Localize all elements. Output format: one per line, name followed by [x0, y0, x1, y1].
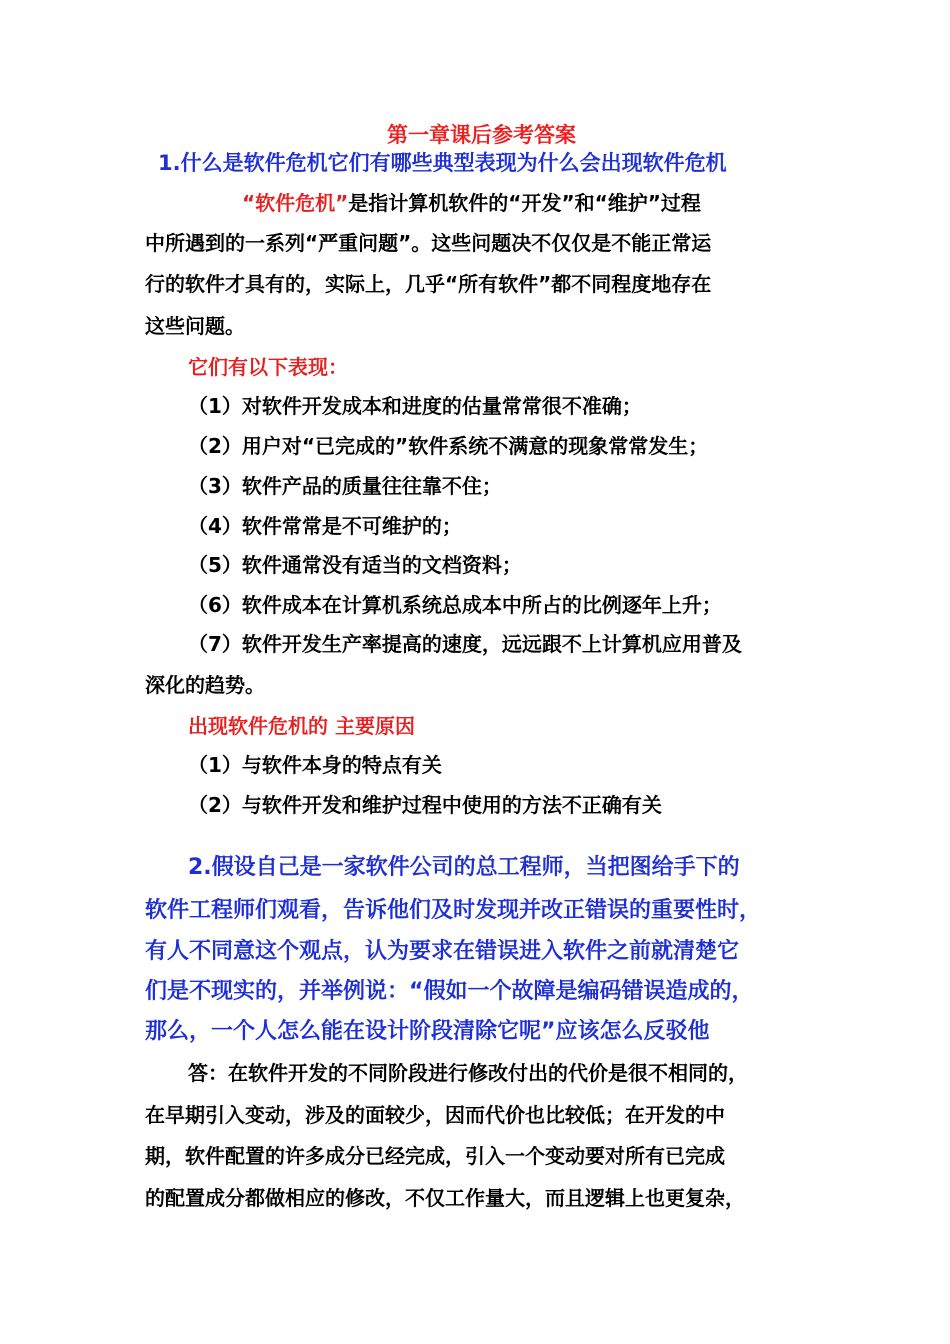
- symptom-item: （5）软件通常没有适当的文档资料；: [188, 553, 522, 577]
- question-2-heading-line: 有人不同意这个观点，认为要求在错误进入软件之前就清楚它: [145, 939, 740, 964]
- question-2-heading-line: 们是不现实的，并举例说：“假如一个故障是编码错误造成的，: [145, 979, 754, 1004]
- definition-line-2: 中所遇到的一系列“严重问题”。这些问题决不仅仅是不能正常运: [145, 231, 712, 255]
- page-title: 第一章课后参考答案: [387, 122, 576, 147]
- symptom-item: （3）软件产品的质量往往靠不住；: [188, 474, 502, 498]
- symptom-item: （7）软件开发生产率提高的速度，远远跟不上计算机应用普及: [188, 632, 742, 656]
- definition-term: “软件危机”: [242, 191, 349, 215]
- symptom-item: （1）对软件开发成本和进度的估量常常很不准确；: [188, 394, 642, 418]
- definition-line-1: [242, 189, 701, 217]
- symptoms-heading: 它们有以下表现：: [188, 355, 348, 379]
- symptom-item: （6）软件成本在计算机系统总成本中所占的比例逐年上升；: [188, 593, 722, 617]
- question-2-heading-line: 软件工程师们观看，告诉他们及时发现并改正错误的重要性时，: [145, 898, 762, 923]
- answer-line: 在早期引入变动，涉及的面较少，因而代价也比较低；在开发的中: [145, 1103, 725, 1127]
- answer-line: 期，软件配置的许多成分已经完成，引入一个变动要对所有已完成: [145, 1144, 725, 1168]
- question-2-heading-line: 那么，一个人怎么能在设计阶段清除它呢”应该怎么反驳他: [145, 1019, 710, 1044]
- definition-text: 是指计算机软件的“开发”和“维护”过程: [348, 191, 701, 215]
- cause-item: （1）与软件本身的特点有关: [188, 753, 442, 777]
- question-2-heading-line: 2.假设自己是一家软件公司的总工程师，当把图给手下的: [188, 855, 740, 880]
- answer-line: 答：在软件开发的不同阶段进行修改付出的代价是很不相同的，: [188, 1061, 748, 1085]
- answer-line: 的配置成分都做相应的修改，不仅工作量大，而且逻辑上也更复杂，: [145, 1186, 745, 1210]
- symptom-item-continued: 深化的趋势。: [145, 673, 265, 697]
- symptom-item: （2）用户对“已完成的”软件系统不满意的现象常常发生；: [188, 434, 709, 458]
- causes-heading: 出现软件危机的 主要原因: [188, 714, 415, 738]
- definition-line-4: 这些问题。: [145, 314, 245, 338]
- question-1-heading: 1.什么是软件危机它们有哪些典型表现为什么会出现软件危机: [158, 151, 727, 175]
- cause-item: （2）与软件开发和维护过程中使用的方法不正确有关: [188, 793, 662, 817]
- symptom-item: （4）软件常常是不可维护的；: [188, 514, 462, 538]
- definition-line-3: 行的软件才具有的，实际上，几乎“所有软件”都不同程度地存在: [145, 272, 712, 296]
